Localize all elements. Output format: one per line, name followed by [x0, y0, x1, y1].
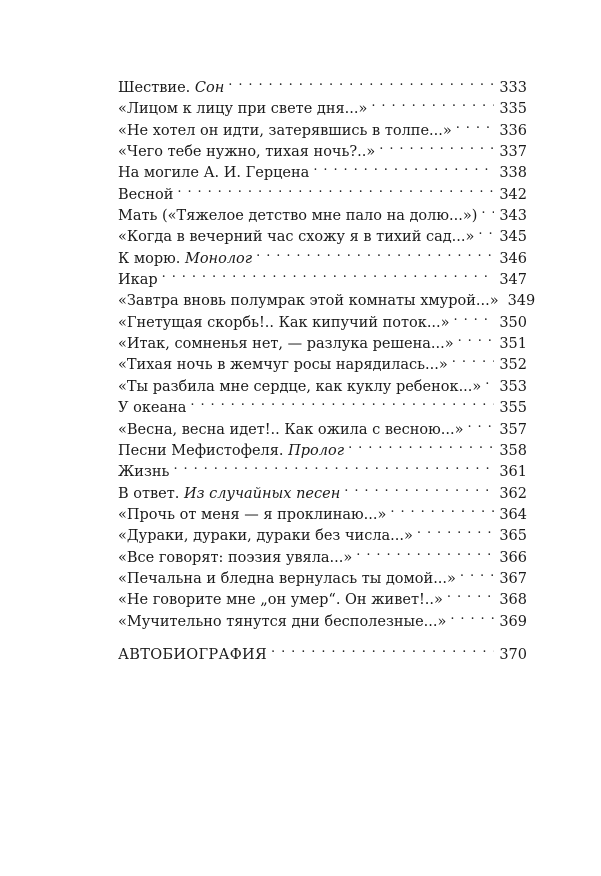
- page-number: 338: [499, 165, 527, 182]
- dot-leader: [467, 413, 494, 434]
- entry-title-text: Икар: [118, 272, 158, 289]
- page-number: 342: [499, 186, 527, 203]
- entry-title: [118, 462, 173, 483]
- dot-leader: [173, 455, 494, 476]
- page-number: 345: [499, 229, 527, 246]
- entry-title: [118, 590, 447, 611]
- entry-title: [118, 206, 481, 227]
- entry-title: [118, 398, 190, 419]
- dot-leader: [417, 519, 494, 540]
- table-of-contents: [118, 71, 536, 663]
- toc-entry: [118, 71, 527, 96]
- entry-title: [118, 99, 371, 120]
- dot-leader: [458, 327, 495, 348]
- dot-leader: [478, 220, 494, 241]
- dot-leader: [162, 263, 495, 284]
- entry-title-text: «Тихая ночь в жемчуг росы нарядилась...»: [118, 357, 448, 374]
- dot-leader: [344, 477, 494, 498]
- entry-title-text: «Печальна и бледна вернулась ты домой...»: [118, 570, 456, 587]
- dot-leader: [313, 156, 494, 177]
- dot-leader: [348, 434, 494, 455]
- dot-leader: [256, 242, 494, 263]
- page-number: 365: [499, 528, 527, 545]
- entry-title-text: «Чего тебе нужно, тихая ночь?..»: [118, 144, 376, 161]
- entry-title: [118, 185, 177, 206]
- entry-subtitle: Монолог: [184, 250, 253, 267]
- entry-title-text: «Когда в вечерний час схожу я в тихий сад...»: [118, 229, 475, 246]
- toc-entry: [118, 455, 527, 481]
- dot-leader: [228, 71, 494, 92]
- entry-title-text: «Не хотел он идти, затерявшись в толпе...»: [118, 122, 452, 139]
- page-number: 353: [499, 378, 527, 395]
- dot-leader: [371, 92, 494, 113]
- entry-title-text: «Дураки, дураки, дураки без числа...»: [118, 528, 413, 545]
- page-number: 358: [499, 442, 527, 459]
- entry-title: [118, 548, 356, 569]
- entry-title-text: К морю.: [118, 250, 181, 267]
- toc-entry: [118, 284, 536, 310]
- page-number: 370: [499, 646, 527, 663]
- page-number: 355: [499, 400, 527, 417]
- entry-title: [118, 78, 228, 99]
- entry-title-text: «Весна, весна идет!.. Как ожила с весною...»: [118, 421, 464, 438]
- entry-title-text: «Все говорят: поэзия увяла...»: [118, 549, 353, 566]
- page-number: 346: [499, 250, 527, 267]
- page-number: 368: [499, 592, 527, 609]
- dot-leader: [379, 135, 494, 156]
- entry-title-text: На могиле А. И. Герцена: [118, 165, 310, 182]
- dot-leader: [271, 638, 494, 659]
- entry-title: [118, 612, 450, 633]
- dot-leader: [460, 562, 494, 583]
- dot-leader: [485, 370, 494, 391]
- entry-title-text: «Лицом к лицу при свете дня...»: [118, 101, 368, 118]
- entry-title-text: Весной: [118, 186, 174, 203]
- toc-entry: [118, 263, 527, 289]
- dot-leader: [450, 605, 494, 626]
- entry-title-text: У океана: [118, 400, 187, 417]
- toc-entry: [118, 178, 527, 203]
- entry-title-text: «Завтра вновь полумрак этой комнаты хмурой...»: [118, 293, 499, 310]
- page-number: 333: [499, 80, 527, 96]
- entry-title-text: «Не говорите мне „он умер“. Он живет!..»: [118, 592, 443, 609]
- entry-title-text: «Гнетущая скорбь!.. Как кипучий поток...»: [118, 314, 450, 331]
- dot-leader: [177, 178, 494, 199]
- page-number: 367: [499, 570, 527, 587]
- page-number: 357: [499, 421, 527, 438]
- entry-subtitle: Из случайных песен: [184, 485, 341, 502]
- page-number: 361: [499, 464, 527, 481]
- page-number: 335: [499, 101, 527, 118]
- entry-title: [118, 569, 460, 590]
- entry-title-text: «Итак, сомненья нет, — разлука решена...»: [118, 336, 454, 353]
- entry-title-text: В ответ.: [118, 485, 180, 502]
- entry-title: [118, 355, 452, 376]
- entry-title-text: «Прочь от меня — я проклинаю...»: [118, 506, 387, 523]
- entry-title: [118, 291, 503, 312]
- entry-subtitle: Сон: [194, 80, 225, 96]
- dot-leader: [356, 541, 494, 562]
- toc-entry: [118, 477, 527, 502]
- entry-title: [118, 270, 162, 291]
- entry-title: [118, 505, 390, 526]
- page-number: 362: [499, 485, 527, 502]
- page-number: 351: [499, 336, 527, 353]
- page-number: 369: [499, 613, 527, 630]
- dot-leader: [447, 583, 494, 604]
- dot-leader: [190, 391, 494, 412]
- entry-title-text: Мать («Тяжелое детство мне пало на долю...»): [118, 208, 478, 225]
- entry-title: [118, 334, 458, 355]
- entry-title-text: Жизнь: [118, 464, 170, 481]
- entry-subtitle: Пролог: [288, 442, 345, 459]
- page-number: 336: [499, 122, 527, 139]
- dot-leader: [390, 498, 494, 519]
- dot-leader: [452, 348, 495, 369]
- entry-title: [118, 484, 344, 505]
- page-number: 364: [499, 506, 527, 523]
- toc-entry: [118, 199, 527, 225]
- dot-leader: [456, 114, 495, 135]
- dot-leader: [454, 306, 495, 327]
- page-number: 347: [499, 272, 527, 289]
- page-number: 337: [499, 144, 527, 161]
- page-number: 366: [499, 549, 527, 566]
- entry-title: [118, 313, 454, 334]
- section-title: АВТОБИОГРАФИЯ: [118, 646, 268, 663]
- page-number: 350: [499, 314, 527, 331]
- page-number: 343: [499, 208, 527, 225]
- page-number: 352: [499, 357, 527, 374]
- entry-title-text: «Ты разбила мне сердце, как куклу ребенок...»: [118, 378, 482, 395]
- page-number: 349: [507, 293, 536, 310]
- dot-leader: [481, 199, 494, 220]
- entry-title-text: «Мучительно тянутся дни бесполезные...»: [118, 613, 447, 630]
- entry-title-text: Шествие.: [118, 80, 191, 96]
- entry-title-text: Песни Мефистофеля.: [118, 442, 284, 459]
- toc-section-entry: [118, 638, 527, 663]
